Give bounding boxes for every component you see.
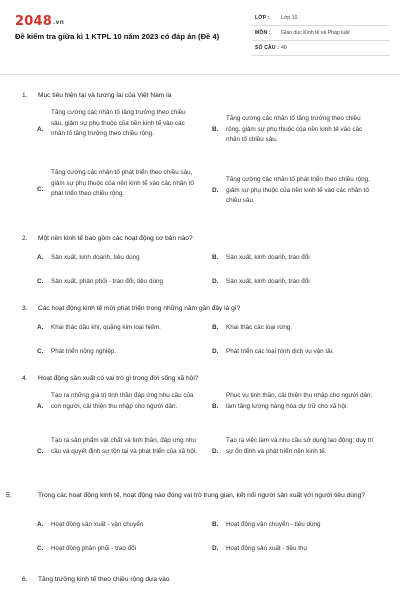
meta-label: LỚP : <box>255 15 270 21</box>
option-letter: B. <box>212 126 219 133</box>
option-text: Hoạt động sản xuất - vận chuyển <box>51 521 144 528</box>
option-text: Sản xuất, phân phối - trao đổi, tiêu dùng <box>51 278 164 285</box>
option-letter: C. <box>37 186 44 193</box>
meta-value: Giáo dục Kinh tế và Pháp luật <box>281 30 350 36</box>
meta-row-count <box>252 41 390 56</box>
option-text: Hoạt động sản xuất - tiêu thụ <box>226 545 307 552</box>
option-text: Tạo ra sản phẩm vật chất và tinh thần, đáp ứng nhu cầu và quyết định sự tồn tại và phát triển của xã hội. <box>51 437 197 455</box>
question-stem: Một nền kinh tế bao gồm các hoạt động cơ bản nào? <box>38 235 193 242</box>
option-letter: A. <box>37 324 44 331</box>
option-c[interactable] <box>37 436 207 470</box>
option-text: Tăng cường các nhân tố tăng trưởng theo chiều rộng, giảm sự phụ thuộc của nền kinh tế vào các nhân tố chiều sâu. <box>226 115 363 144</box>
option-letter: C. <box>37 545 44 552</box>
question-number: 3. <box>22 305 28 312</box>
meta-label: MÔN : <box>255 30 271 36</box>
option-letter: C. <box>37 448 44 455</box>
option-text: Tăng cường các nhân tố tăng trưởng theo chiều sâu, giảm sự phụ thuộc của nền kinh tế vào các nhân tố tăng trưởng theo chiều rộng. <box>51 109 186 138</box>
question-stem: Trong các hoạt động kinh tế, hoạt động nào đóng vai trò trung gian, kết nối người sản xuất với người tiêu dùng? <box>38 492 365 499</box>
question-stem: Mục tiêu hiện tại và tương lai của Việt Nam là <box>38 92 172 99</box>
option-text: Sản xuất, kinh doanh, trao đổi <box>226 278 310 285</box>
exam-meta-table <box>252 11 390 56</box>
option-letter: B. <box>212 324 219 331</box>
option-text: Sản xuất, kinh doanh, trao đổi <box>226 254 310 261</box>
option-text: Hoạt động phân phối - trao đổi <box>51 545 137 552</box>
option-d[interactable] <box>212 436 382 470</box>
meta-row-class <box>252 11 390 26</box>
option-c[interactable] <box>37 168 207 214</box>
option-letter: C. <box>37 278 44 285</box>
question-text <box>22 303 372 314</box>
option-letter: D. <box>212 348 219 355</box>
option-letter: D. <box>212 545 219 552</box>
meta-value: 40 <box>281 45 287 51</box>
option-letter: A. <box>37 126 44 133</box>
question-text <box>22 233 372 244</box>
option-text: Phát triển nông nghiệp. <box>51 348 117 355</box>
option-b[interactable] <box>212 391 382 425</box>
question-number: 5. <box>6 492 12 499</box>
question-number: 6. <box>22 576 28 583</box>
question-stem: Tăng trưởng kinh tế theo chiều rộng dựa vào <box>38 576 170 583</box>
option-text: Khai thác các loại rừng. <box>226 324 293 331</box>
question-text <box>6 490 372 501</box>
option-letter: B. <box>212 254 219 261</box>
question-stem: Các hoạt động kinh tế mới phát triển trong những năm gần đây là gì? <box>38 305 241 312</box>
question-text <box>22 373 372 384</box>
page-header <box>0 0 400 64</box>
option-letter: D. <box>212 187 219 194</box>
question-stem: Hoạt động sản xuất có vai trò gì trong đời sống xã hội? <box>38 375 199 382</box>
meta-label: SỐ CÂU : <box>255 45 280 51</box>
header-divider <box>0 74 400 75</box>
option-letter: D. <box>212 278 219 285</box>
option-text: Tăng cường các nhân tố phát triển theo chiều rộng, giảm sự phụ thuộc của nền kinh tế vào các nhân tố chiều sâu. <box>226 176 370 205</box>
question-number: 1. <box>22 92 28 99</box>
logo-suffix: .vn <box>52 19 65 26</box>
question-number: 4. <box>22 375 28 382</box>
option-a[interactable] <box>37 391 207 425</box>
meta-value: Lớp 10 <box>281 15 298 21</box>
option-b[interactable] <box>212 114 382 148</box>
option-letter: B. <box>212 521 219 528</box>
option-letter: A. <box>37 254 44 261</box>
option-letter: B. <box>212 403 219 410</box>
question-number: 2. <box>22 235 28 242</box>
question-text <box>22 574 372 585</box>
option-letter: C. <box>37 348 44 355</box>
option-text: Khai thác dầu khí, quặng kim loại hiếm. <box>51 324 161 331</box>
option-text: Tạo ra việc làm và nhu cầu sử dụng lao động; duy trì sự ổn định và phát triển nền kinh tế. <box>226 437 374 455</box>
option-text: Phục vụ tinh thần, cải thiện thu nhập cho người dân; làm tăng lượng hàng hóa dự trữ cho xã hội. <box>226 392 373 410</box>
option-letter: A. <box>37 521 44 528</box>
option-a[interactable] <box>37 108 207 154</box>
option-letter: D. <box>212 448 219 455</box>
meta-row-subject <box>252 26 390 41</box>
option-letter: A. <box>37 403 44 410</box>
site-logo[interactable] <box>15 14 64 29</box>
option-text: Tạo ra những giá trị tinh thần đáp ứng nhu cầu của con người, cải thiện thu nhập cho người dân. <box>51 392 194 410</box>
logo-text: 2048 <box>15 14 52 29</box>
question-text <box>22 90 372 101</box>
option-text: Phát triển các loại hình dịch vụ vận tải. <box>226 348 334 355</box>
exam-title: Đề kiểm tra giữa kì 1 KTPL 10 năm 2023 có đáp án (Đề 4) <box>15 32 220 41</box>
option-text: Tăng cường các nhân tố phát triển theo chiều sâu, giảm sự phụ thuộc của nền kinh tế vào các nhân tố phát triển theo chiều rộng. <box>51 169 194 198</box>
option-d[interactable] <box>212 175 382 209</box>
option-text: Hoạt động vận chuyển - tiêu dùng <box>226 521 321 528</box>
option-text: Sản xuất, kinh doanh, tiêu dùng <box>51 254 140 261</box>
